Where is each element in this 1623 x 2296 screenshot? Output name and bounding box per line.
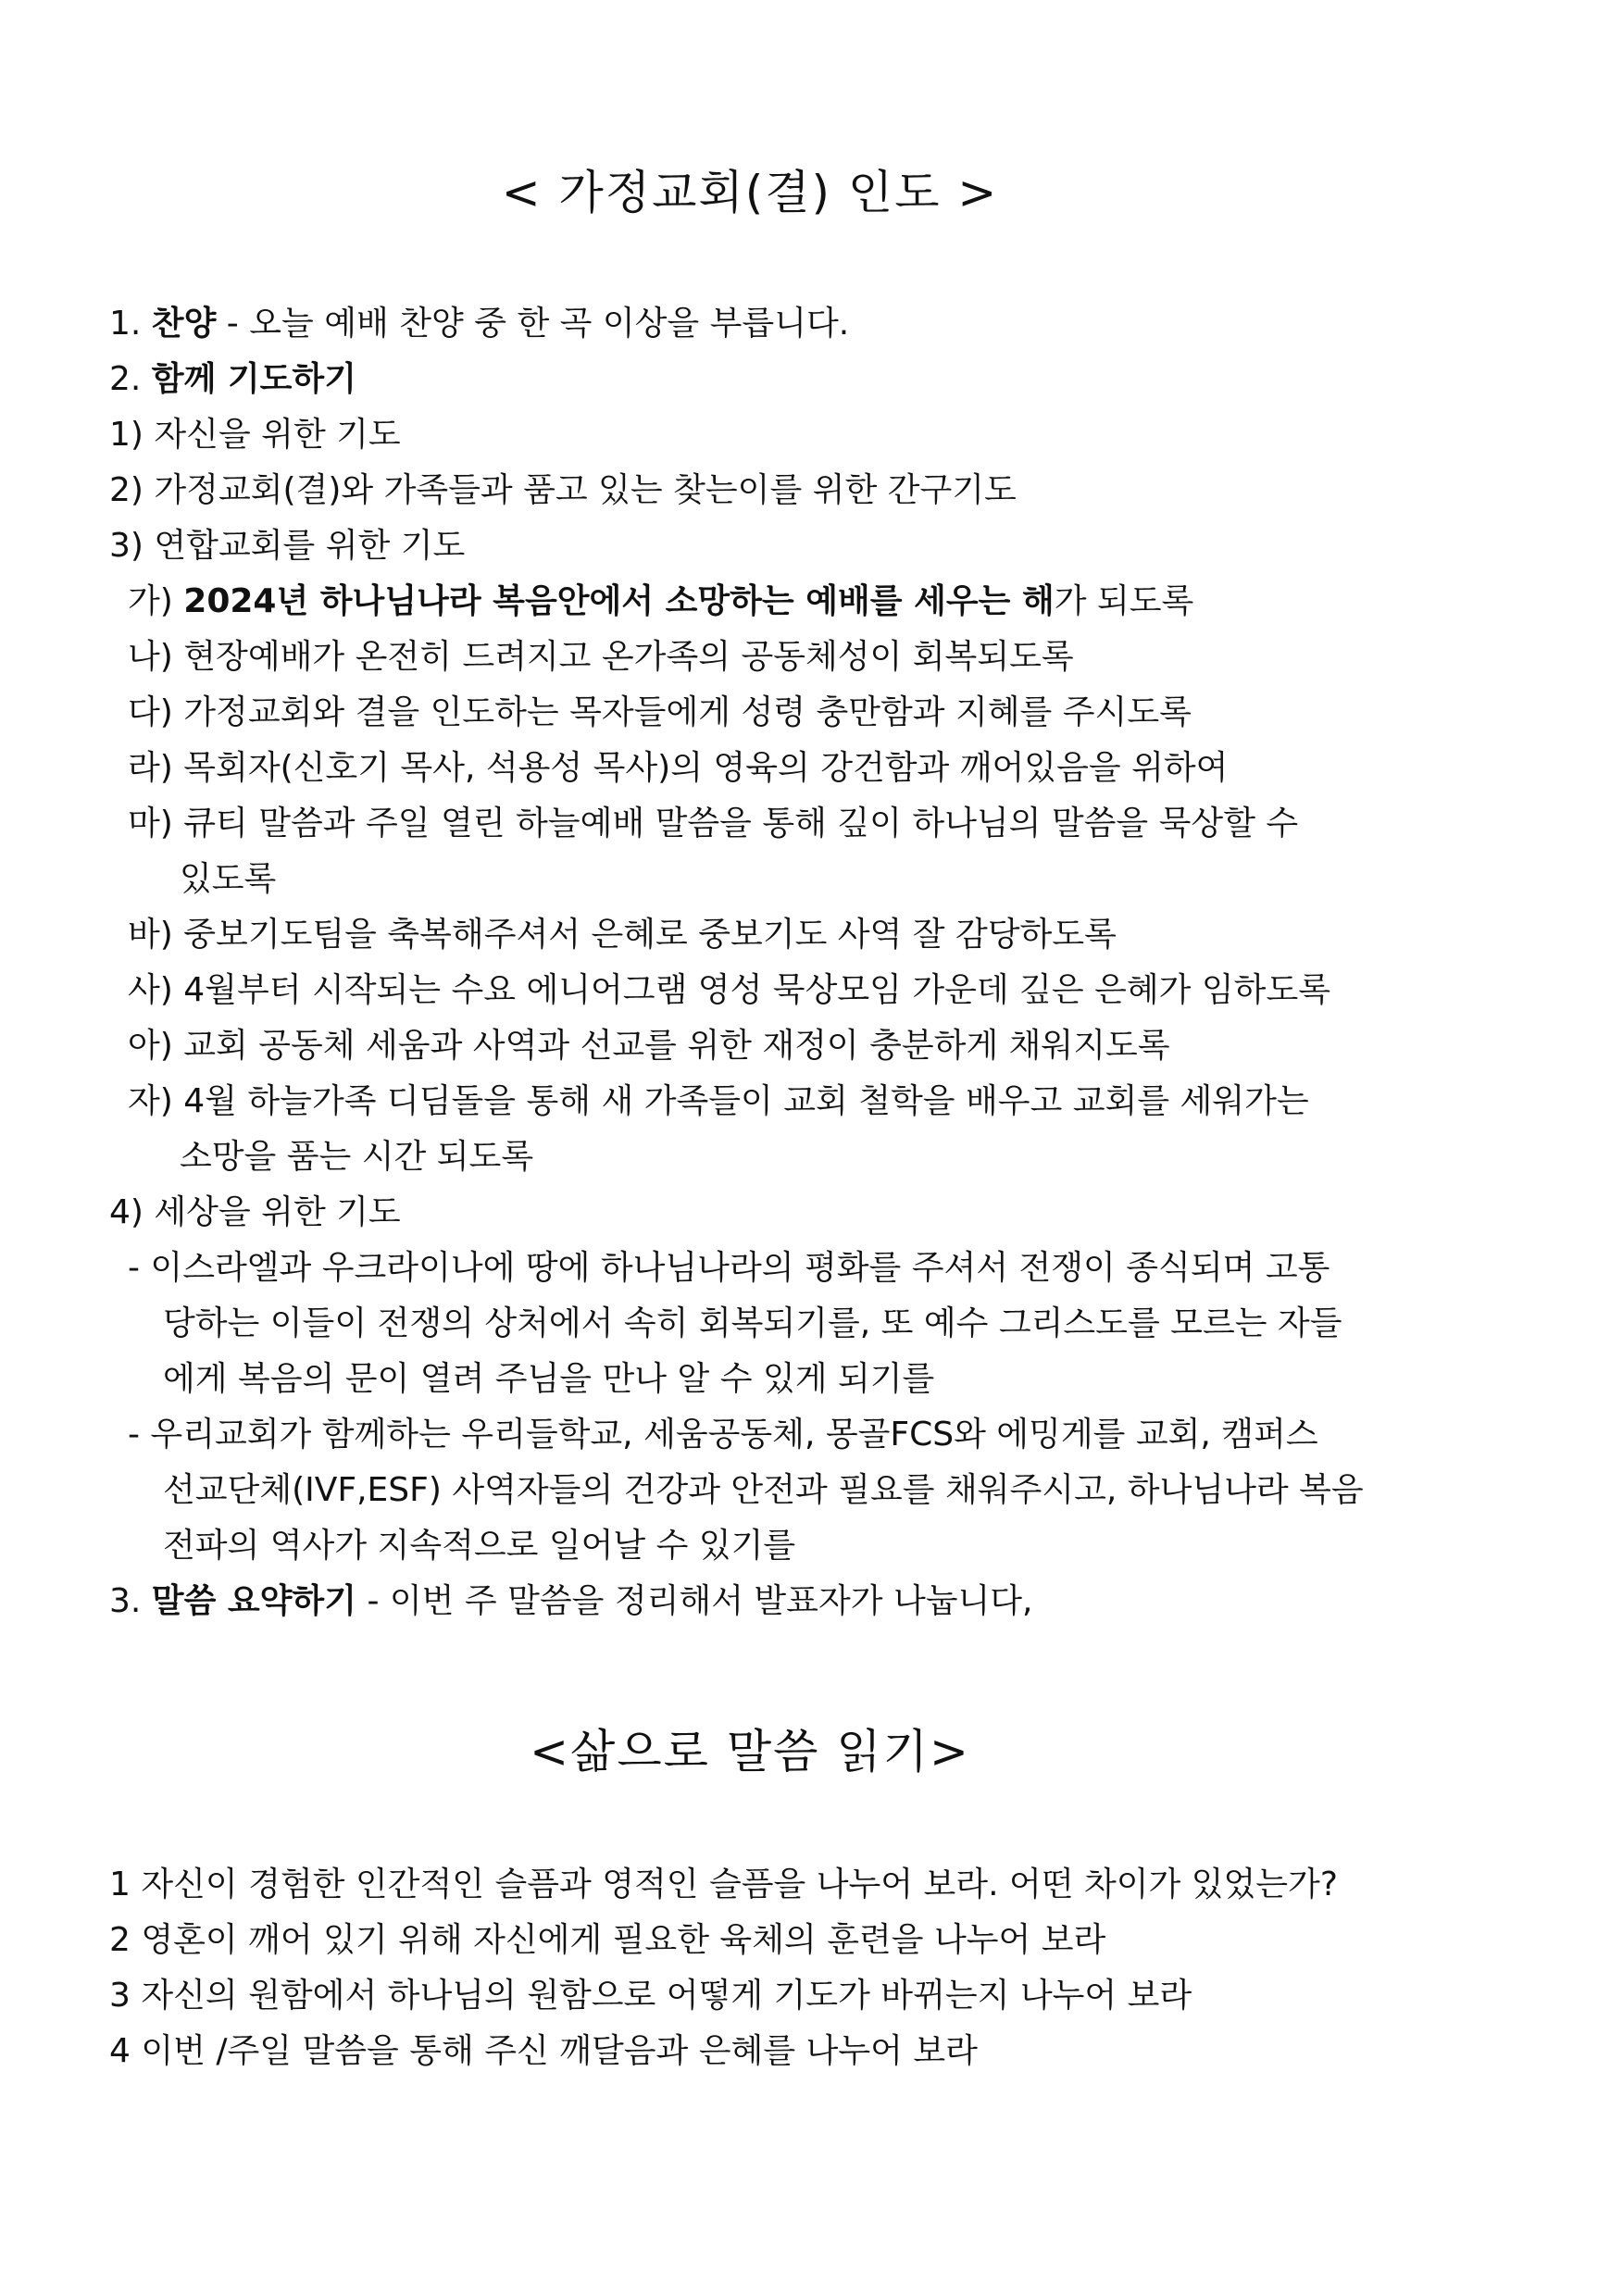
world-item-2-cont: 전파의 역사가 지속적으로 일어날 수 있기를: [163, 1527, 796, 1565]
page-title: < 가정교회(결) 인도 >: [501, 166, 999, 219]
church-item-ra: 라) 목회자(신호기 목사, 석용성 목사)의 영육의 강건함과 깨어있음을 위하여: [128, 749, 1229, 787]
item-number: 1.: [109, 305, 152, 343]
prayer-family: 2) 가정교회(결)와 가족들과 품고 있는 찾는이를 위한 간구기도: [109, 471, 1017, 509]
item-label: 찬양: [151, 305, 217, 343]
question-4: 4 이번 /주일 말씀을 통해 주신 깨달음과 은혜를 나누어 보라: [109, 2032, 978, 2070]
item-marker: 가): [128, 582, 184, 620]
item-label: 말씀 요약하기: [151, 1582, 356, 1620]
item-pray-together: [109, 357, 356, 402]
church-item-ma: 마) 큐티 말씀과 주일 열린 하늘예배 말씀을 통해 깊이 하나님의 말씀을 묵상할 수: [128, 805, 1299, 842]
item-praise: [109, 302, 849, 346]
church-item-sa: 사) 4월부터 시작되는 수요 에니어그램 영성 묵상모임 가운데 깊은 은혜가 임하도록: [128, 971, 1330, 1009]
section-title: <삶으로 말씀 읽기>: [530, 1725, 970, 1778]
church-item-ga: [128, 580, 1193, 624]
church-item-da: 다) 가정교회와 결을 인도하는 목자들에게 성령 충만함과 지혜를 주시도록: [128, 693, 1192, 731]
item-text: 가 되도록: [1054, 582, 1194, 620]
item-label: 함께 기도하기: [151, 360, 356, 398]
item-text: - 이번 주 말씀을 정리해서 발표자가 나눕니다,: [356, 1582, 1033, 1620]
item-number: 2.: [109, 360, 152, 398]
item-number: 3.: [109, 1582, 152, 1620]
church-item-a: 아) 교회 공동체 세움과 사역과 선교를 위한 재정이 충분하게 채워지도록: [128, 1027, 1170, 1065]
church-item-ja-cont: 소망을 품는 시간 되도록: [180, 1138, 534, 1176]
world-item-2: - 우리교회가 함께하는 우리들학교, 세움공동체, 몽골FCS와 에밍게를 교회, 캠퍼스: [128, 1416, 1318, 1454]
world-item-1-cont: 당하는 이들이 전쟁의 상처에서 속히 회복되기를, 또 예수 그리스도를 모르는 자들: [163, 1304, 1342, 1342]
church-item-ba: 바) 중보기도팀을 축복해주셔서 은혜로 중보기도 사역 잘 감당하도록: [128, 916, 1117, 954]
item-sermon-summary: [109, 1579, 1033, 1624]
question-3: 3 자신의 원함에서 하나님의 원함으로 어떻게 기도가 바뀌는지 나누어 보라: [109, 1977, 1192, 2015]
church-item-ja: 자) 4월 하늘가족 디딤돌을 통해 새 가족들이 교회 철학을 배우고 교회를 세워가는: [128, 1082, 1309, 1120]
prayer-self: 1) 자신을 위한 기도: [109, 416, 401, 454]
item-bold-text: 2024년 하나님나라 복음안에서 소망하는 예배를 세우는 해: [183, 582, 1055, 620]
prayer-church: 3) 연합교회를 위한 기도: [109, 527, 466, 565]
question-1: 1 자신이 경험한 인간적인 슬픔과 영적인 슬픔을 나누어 보라. 어떤 차이가 있었는가?: [109, 1866, 1338, 1903]
church-item-na: 나) 현장예배가 온전히 드려지고 온가족의 공동체성이 회복되도록: [128, 638, 1074, 676]
world-item-1: - 이스라엘과 우크라이나에 땅에 하나님나라의 평화를 주셔서 전쟁이 종식되며 고통: [128, 1249, 1330, 1287]
church-item-ma-cont: 있도록: [180, 860, 277, 898]
prayer-world: 4) 세상을 위한 기도: [109, 1193, 401, 1231]
world-item-2-cont: 선교단체(IVF,ESF) 사역자들의 건강과 안전과 필요를 채워주시고, 하나님나라 복음: [163, 1471, 1364, 1509]
item-text: - 오늘 예배 찬양 중 한 곡 이상을 부릅니다.: [216, 305, 850, 343]
question-2: 2 영혼이 깨어 있기 위해 자신에게 필요한 육체의 훈련을 나누어 보라: [109, 1921, 1106, 1959]
world-item-1-cont: 에게 복음의 문이 열려 주님을 만나 알 수 있게 되기를: [163, 1360, 935, 1398]
